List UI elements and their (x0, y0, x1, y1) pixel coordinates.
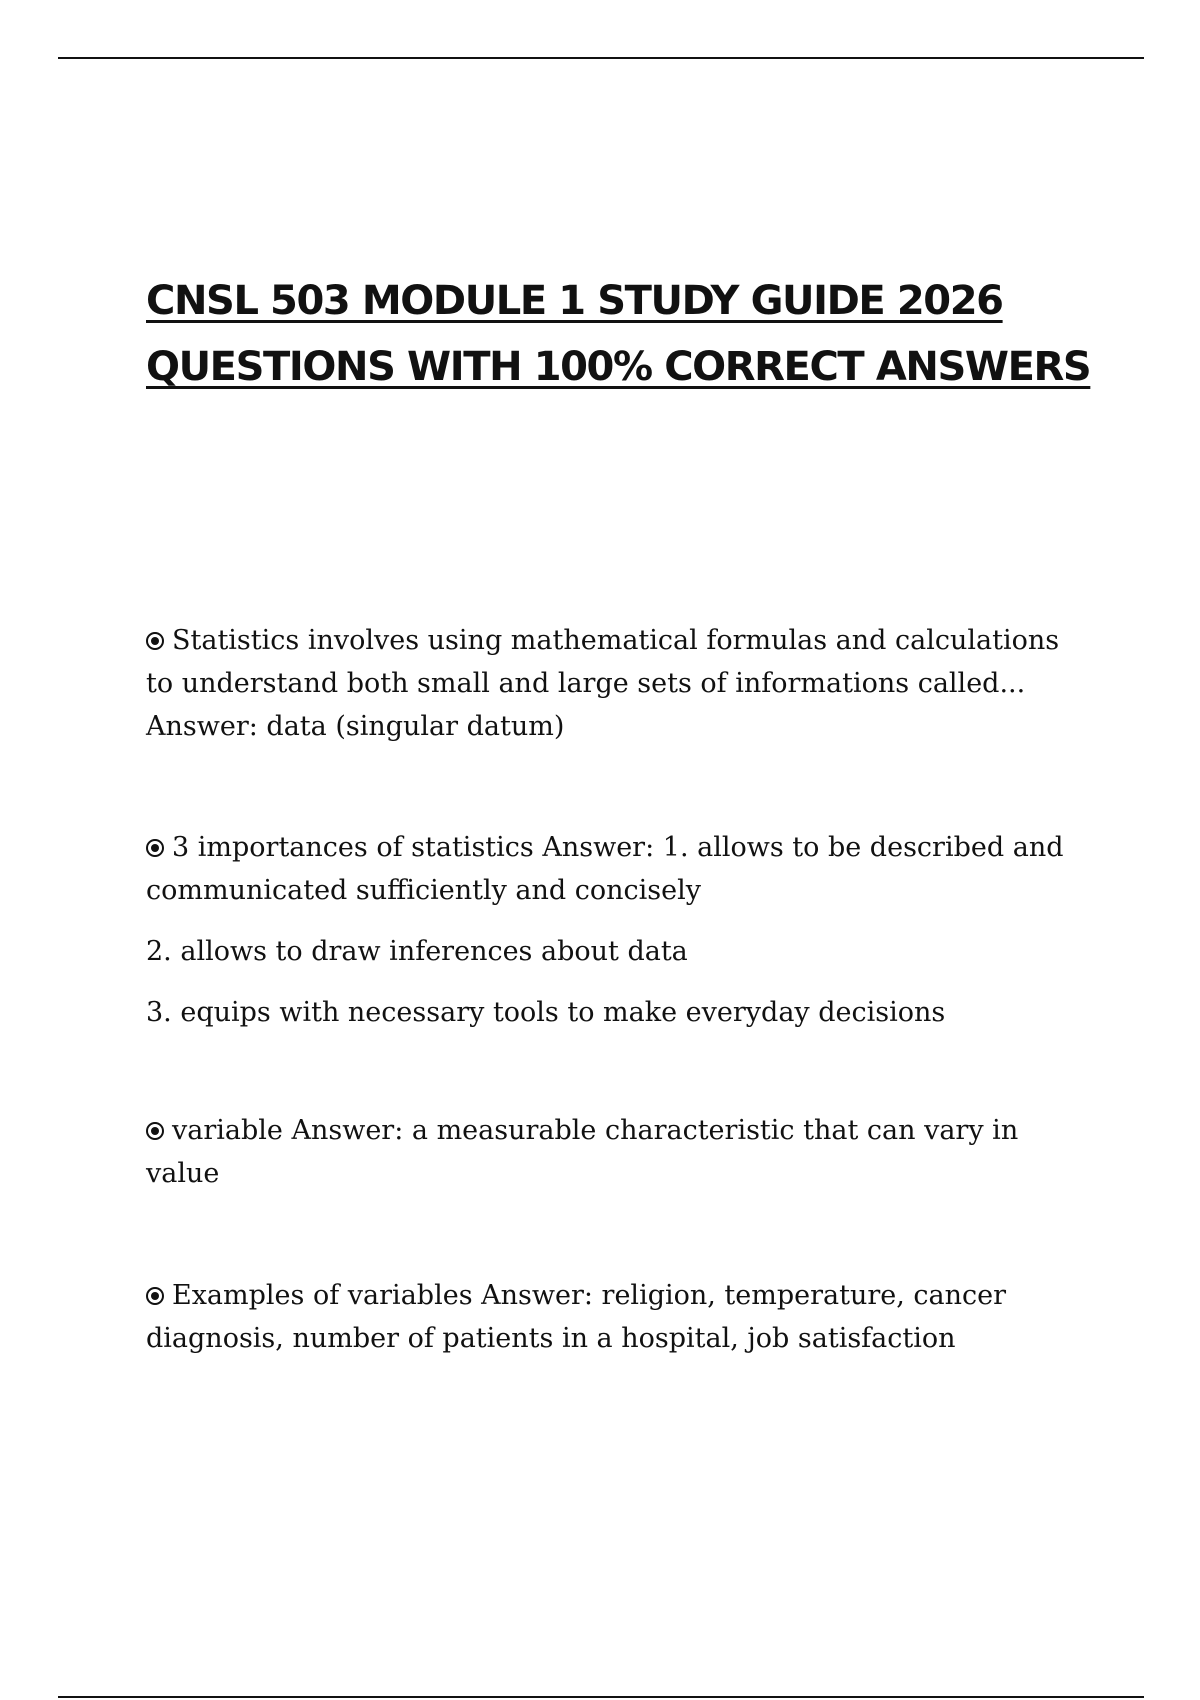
qa-entry-2 (146, 826, 1086, 1034)
qa-entry-text: 3 importances of statistics Answer: 1. allows to be described and communicated sufficiently and concisely (146, 832, 1064, 906)
bottom-rule (58, 1696, 1144, 1698)
qa-entry-4 (146, 1274, 1086, 1360)
qa-entry-list-item-2: 2. allows to draw inferences about data (146, 936, 688, 967)
title-line-1: CNSL 503 MODULE 1 STUDY GUIDE 2026 (146, 278, 1003, 324)
qa-entry-1 (146, 619, 1086, 748)
radio-bullet-icon (146, 1122, 164, 1140)
qa-entry-list-item-3: 3. equips with necessary tools to make everyday decisions (146, 997, 946, 1028)
qa-entry-text: Examples of variables Answer: religion, temperature, cancer diagnosis, number of patients in a hospital, job satisfaction (146, 1280, 1007, 1354)
qa-entry-text: variable Answer: a measurable characteristic that can vary in value (146, 1115, 1019, 1189)
radio-bullet-icon (146, 1287, 164, 1305)
document-title (146, 268, 1106, 400)
qa-entry-text: Statistics involves using mathematical formulas and calculations to understand both small and large sets of informations called... Answer: data (singular datum) (146, 625, 1060, 742)
top-rule (58, 57, 1144, 59)
title-line-2: QUESTIONS WITH 100% CORRECT ANSWERS (146, 344, 1091, 390)
radio-bullet-icon (146, 839, 164, 857)
radio-bullet-icon (146, 632, 164, 650)
qa-entry-3 (146, 1109, 1086, 1195)
